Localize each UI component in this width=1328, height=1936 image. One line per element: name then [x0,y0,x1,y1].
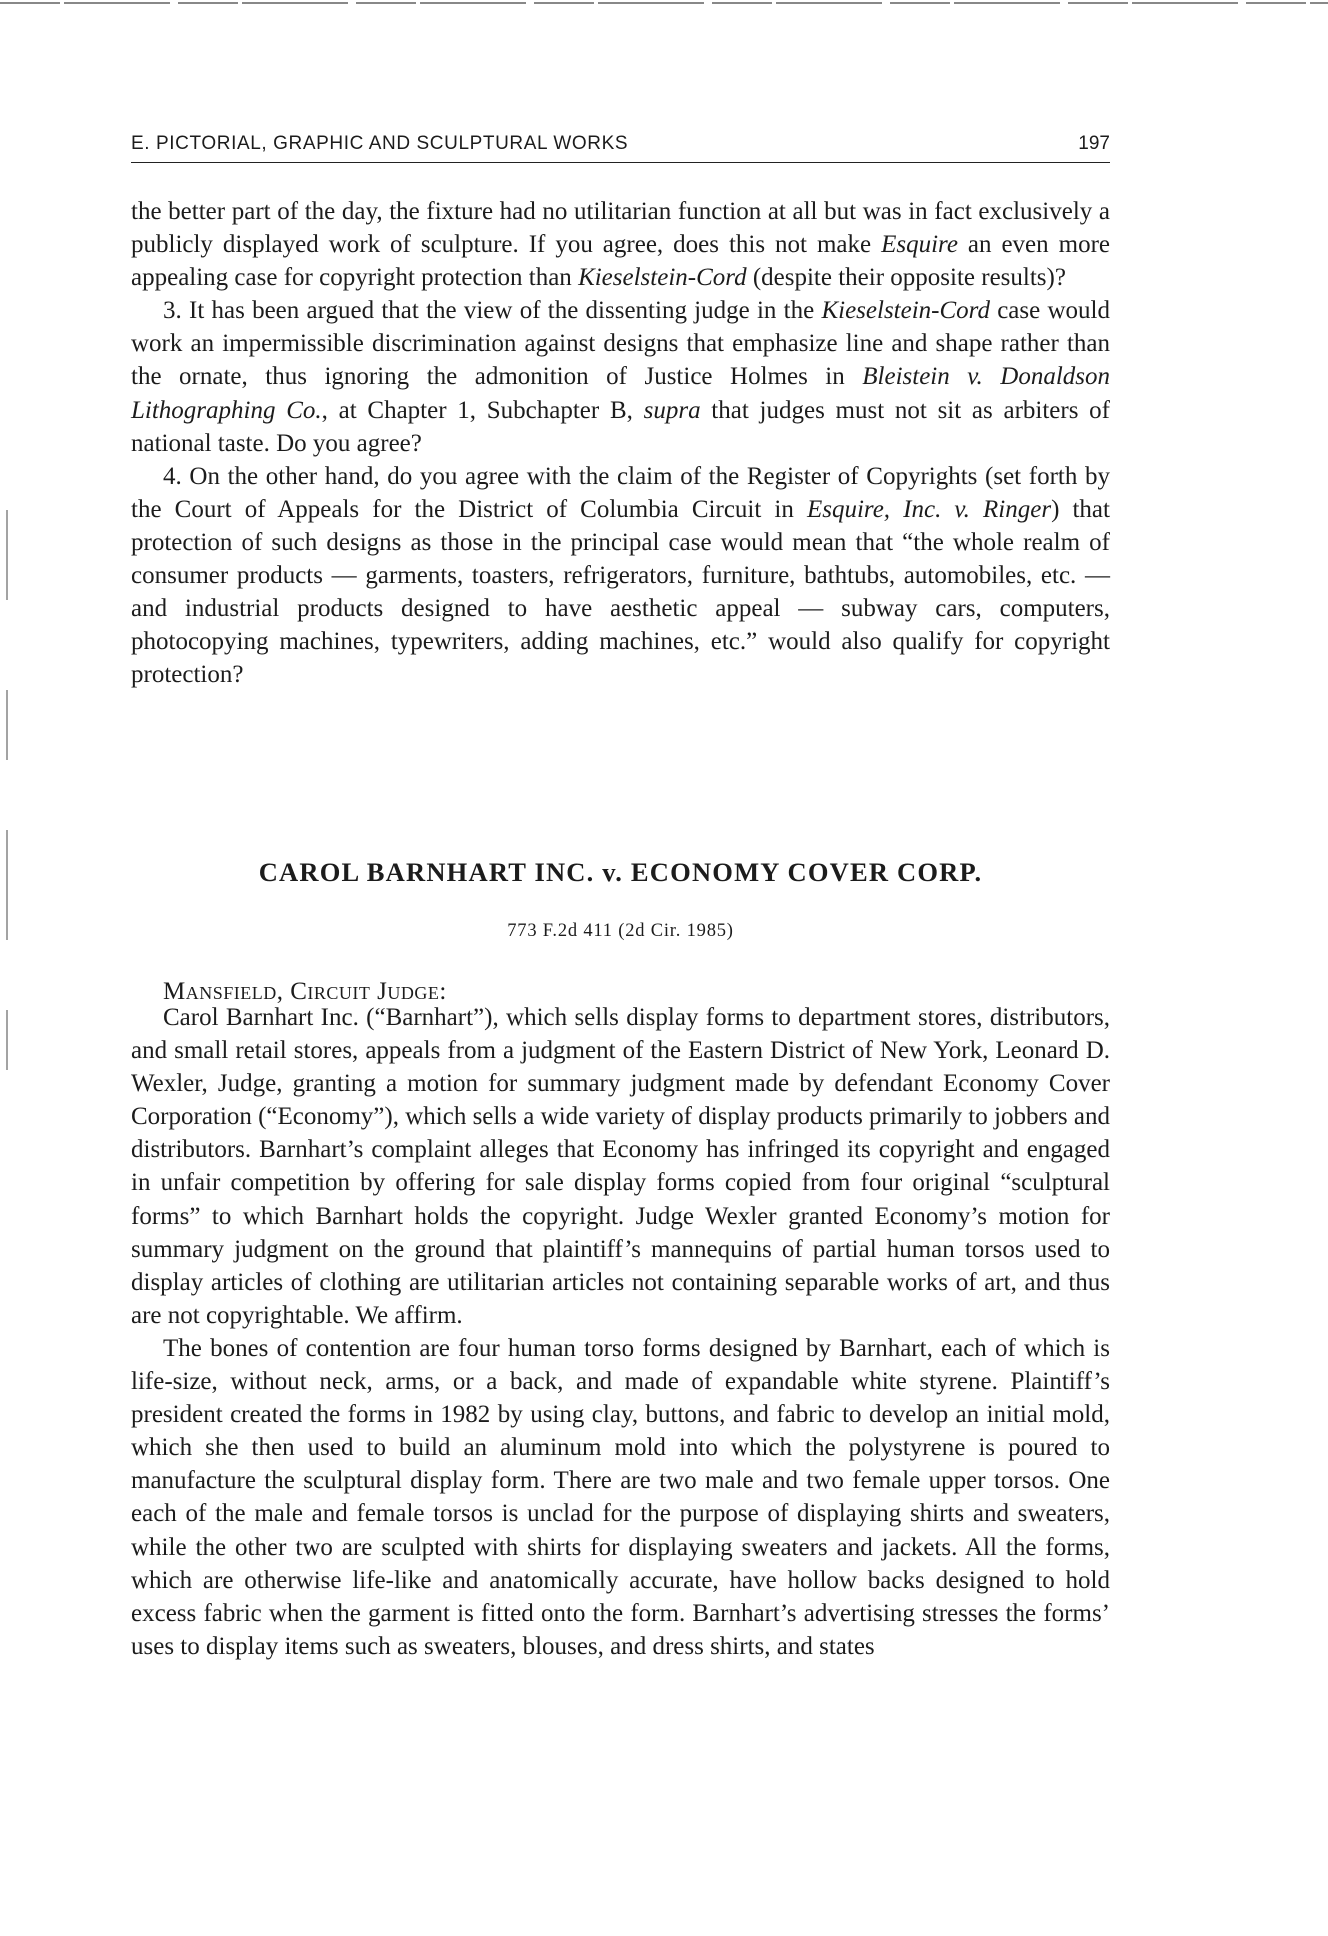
text-run: an even more appealing case for copyright protection than [131,231,1110,292]
page-number: 197 [1078,133,1110,154]
judge-line: Mansfield, Circuit Judge: [163,978,447,1005]
text-run: 4. On the other hand, do you agree with the claim of the Register of Copyrights (set forth by the Court of Appeals for the District of Columbia Circuit in [131,462,1110,523]
opinion-text [131,1001,1110,1663]
text-run: case would work an impermissible discrimination against designs that emphasize line and shape rather than the ornate, thus ignoring the admonition of Justice Holmes in [131,297,1110,391]
note-paragraph [131,195,1110,294]
scan-margin-mark [6,690,8,760]
case-citation: 773 F.2d 411 (2d Cir. 1985) [507,921,734,941]
text-run: that judges must not sit as arbiters of national taste. Do you agree? [131,396,1110,457]
text-run: 3. It has been argued that the view of the dissenting judge in the [163,297,822,325]
scan-margin-mark [6,1010,8,1070]
italic-reference: Kieselstein-Cord [578,264,747,292]
text-run: The bones of contention are four human torso forms designed by Barnhart, each of which is life-size, without neck, arms, or a back, and made of expandable white styrene. Plaintiff’s president created the forms in 1982 by using clay, buttons, and fabric to develop an initial mold, which she then used to build an aluminum mold into which the polystyrene is poured to manufacture the sculptural display form. There are two male and two female upper torsos. One each of the male and female torsos is unclad for the purpose of displaying shirts and sweaters, while the other two are sculpted with shirts for displaying sweaters and jackets. All the forms, which are otherwise life-like and anatomically accurate, have hollow backs designed to hold excess fabric when the garment is fitted onto the form. Barnhart’s advertising stresses the forms’ uses to display items such as sweaters, blouses, and dress shirts, and states [131,1334,1110,1660]
italic-reference: Bleistein v. Donaldson Lithographing Co. [131,363,1110,424]
scan-margin-mark [6,510,8,600]
opinion-paragraph [131,1332,1110,1663]
italic-reference: Esquire [881,231,958,259]
notes-text [131,195,1110,691]
section-title: E. PICTORIAL, GRAPHIC AND SCULPTURAL WORKS [131,133,629,154]
text-run: (despite their opposite results)? [746,264,1066,292]
note-paragraph [131,294,1110,459]
scan-top-rule [0,2,1328,4]
italic-reference: Esquire, Inc. v. Ringer [806,495,1052,523]
text-run: Carol Barnhart Inc. (“Barnhart”), which sells display forms to department stores, distributors, and small retail stores, appeals from a judgment of the Eastern District of New York, Leonard D. Wexler, Judge, granting a motion for summary judgment made by defendant Economy Cover Corporation (“Economy”), which sells a wide variety of display products primarily to jobbers and distributors. Barnhart’s complaint alleges that Economy has infringed its copyright and engaged in unfair competition by offering for sale display forms copied from four original “sculptural forms” to which Barnhart holds the copyright. Judge Wexler granted Economy’s motion for summary judgment on the ground that plaintiff’s mannequins of partial human torsos used to display articles of clothing are utilitarian articles not containing separable works of art, and thus are not copyrightable. We affirm. [131,1004,1110,1329]
note-paragraph [131,460,1110,692]
italic-reference: Kieselstein-Cord [821,297,990,325]
text-run: the better part of the day, the fixture had no utilitarian function at all but was in fact exclusively a publicly displayed work of sculpture. If you agree, does this not make [131,198,1110,259]
text-run: ) that protection of such designs as those in the principal case would mean that “the whole realm of consumer products — garments, toasters, refrigerators, furniture, bathtubs, automobiles, etc. — and industrial products designed to have aesthetic appeal — subway cars, computers, photocopying machines, typewriters, adding machines, etc.” would also qualify for copyright protection? [131,495,1110,689]
case-title: CAROL BARNHART INC. v. ECONOMY COVER CORP. [258,857,983,887]
italic-reference: supra [643,396,701,424]
opinion-paragraph [131,1001,1110,1332]
scan-margin-mark [6,830,8,940]
text-run: , at Chapter 1, Subchapter B, [321,396,644,424]
running-head [131,130,1110,163]
